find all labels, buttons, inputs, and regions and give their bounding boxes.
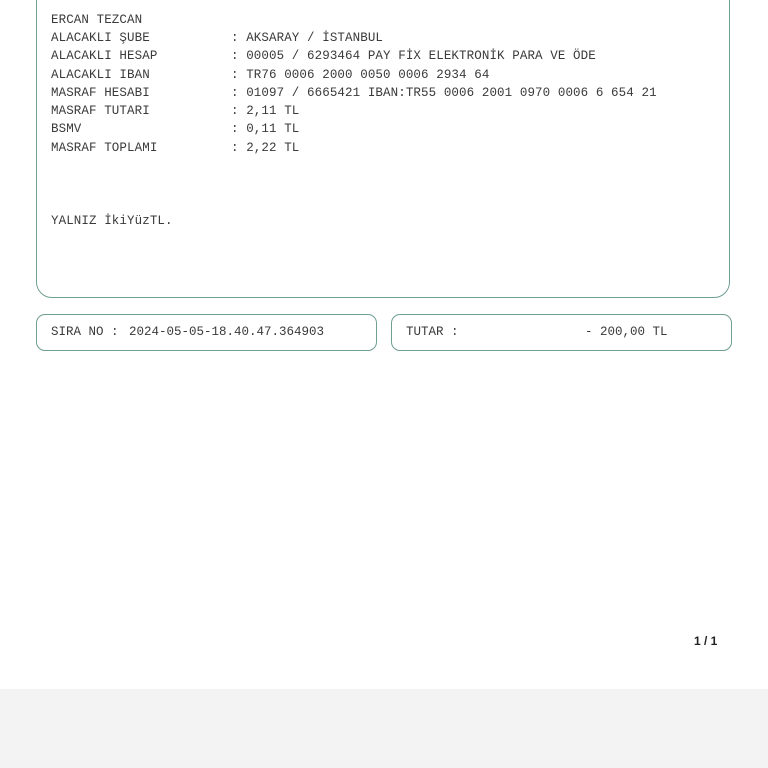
field-value: : 2,11 TL (231, 104, 300, 118)
field-value: : AKSARAY / İSTANBUL (231, 31, 384, 45)
field-label: ALACAKLI IBAN (51, 68, 150, 82)
amount-in-words: YALNIZ İkiYüzTL. (51, 214, 173, 228)
page-indicator: 1 / 1 (694, 634, 718, 648)
sequence-label: SIRA NO : (51, 325, 119, 339)
field-value: : 00005 / 6293464 PAY FİX ELEKTRONİK PARA VE ÖDE (231, 49, 596, 63)
amount-value: - 200,00 TL (585, 325, 668, 339)
field-label: ALACAKLI ŞUBE (51, 31, 150, 45)
amount-box (391, 314, 732, 351)
viewer-background (0, 689, 768, 768)
field-value: : 2,22 TL (231, 141, 300, 155)
amount-label: TUTAR : (406, 325, 459, 339)
field-value: : TR76 0006 2000 0050 0006 2934 64 (231, 68, 490, 82)
sequence-number-box (36, 314, 377, 351)
field-label: MASRAF HESABI (51, 86, 150, 100)
field-label: MASRAF TUTARI (51, 104, 150, 118)
sequence-value: 2024-05-05-18.40.47.364903 (129, 325, 325, 339)
field-row-fee-total (51, 141, 300, 197)
field-label: ALACAKLI HESAP (51, 49, 158, 63)
field-value: : 0,11 TL (231, 122, 300, 136)
payer-name: ERCAN TEZCAN (51, 13, 143, 27)
field-value: : 01097 / 6665421 IBAN:TR55 0006 2001 0970 0006 6 654 21 (231, 86, 657, 100)
field-label: MASRAF TOPLAMI (51, 141, 158, 155)
field-label: BSMV (51, 122, 82, 136)
